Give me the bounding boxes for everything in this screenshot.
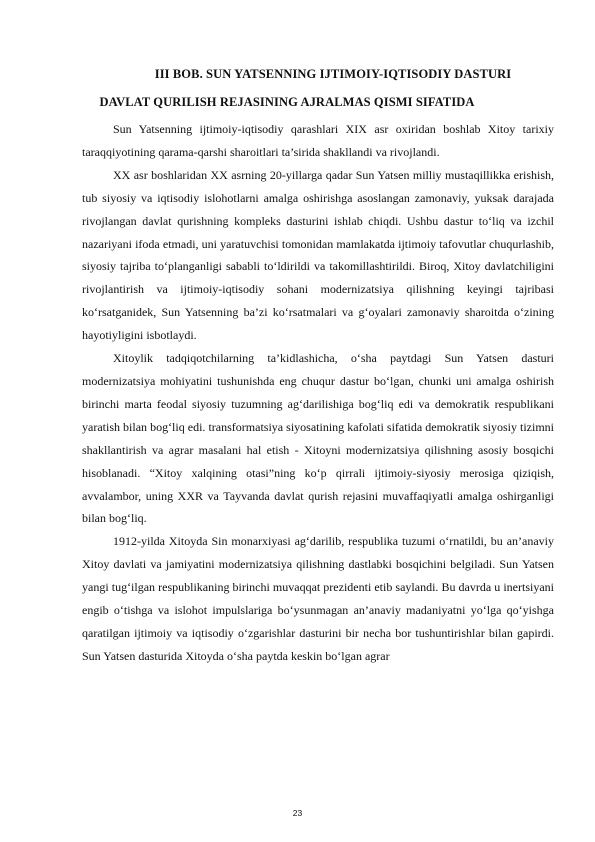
paragraph: XX asr boshlaridan XX asrning 20-yillarga qadar Sun Yatsen milliy mustaqillikka erishish, tub siyosiy va iqtisodiy islohotlarni amalga oshirishga asoslangan zamonaviy, yuksak darajada rivojlangan davlat qurishning kompleks dasturini ishlab chiqdi. Ushbu dastur to‘liq va izchil nazariyani ifoda etmadi, uni yaratuvchisi tomonidan mamlakatda ijtimoiy tafovutlar chuqurlashib, siyosiy tajriba to‘planganligi sababli to‘ldirildi va takomillashtirildi. Biroq, Xitoy davlatchiligini rivojlantirish va ijtimoiy-iqtisodiy sohani modernizatsiya qilishning keyingi tajribasi ko‘rsatganidek, Sun Yatsenning ba’zi ko‘rsatmalari va g‘oyalari zamonaviy sharoitda o‘zining hayotiyligini isbotlaydi. [82, 167, 554, 343]
paragraph: 1912-yilda Xitoyda Sin monarxiyasi ag‘darilib, respublika tuzumi o‘rnatildi, bu an’anaviy Xitoy davlati va jamiyatini modernizatsiya qilishning dastlabki bosqichini belgiladi. Sun Yatsen yangi tug‘ilgan respublikaning birinchi muvaqqat prezidenti etib saylandi. Bu davrda u inertsiyani engib o‘tishga va islohot impulslariga bo‘ysunmagan an’anaviy madaniyatni yo‘lga qo‘yishga qaratilgan ijtimoiy va iqtisodiy o‘zgarishlar dasturini bir necha bor tushuntirishlar bilan gapirdi. Sun Yatsen dasturida Xitoyda o‘sha paytda keskin bo‘lgan agrar [82, 534, 554, 663]
page-number: 23 [292, 808, 303, 818]
paragraph: Sun Yatsenning ijtimoiy-iqtisodiy qarashlari XIX asr oxiridan boshlab Xitoy tarixiy taraqqiyotining qarama-qarshi sharoitlari ta’sirida shakllandi va rivojlandi. [82, 122, 554, 159]
chapter-heading-line-1: III BOB. SUN YATSENNING IJTIMOIY-IQTISODIY DASTURI [154, 67, 512, 81]
paragraph: Xitoylik tadqiqotchilarning ta’kidlashicha, o‘sha paytdagi Sun Yatsen dasturi modernizatsiya mohiyatini tushunishda eng chuqur dastur bo‘lgan, chunki uni amalga oshirish birinchi marta feodal siyosiy tuzumning ag‘darilishiga bog‘liq edi va demokratik respublikani yaratish bilan bog‘liq edi. transformatsiya siyosatining kafolati sifatida demokratik siyosiy tizimni shakllantirish va agrar masalani hal etish - Xitoyni modernizatsiya qilishning asosiy bosqichi hisoblanadi. “Xitoy xalqining otasi”ning ko‘p qirrali ijtimoiy-siyosiy merosiga qiziqish, avvalambor, uning XXR va Tayvanda davlat qurish rejasini muvaffaqiyatli amalga oshirganligi bilan bog‘liq. [82, 351, 554, 526]
chapter-heading-line-2: DAVLAT QURILISH REJASINING AJRALMAS QISMI SIFATIDA [99, 95, 475, 109]
body-text [82, 118, 554, 668]
